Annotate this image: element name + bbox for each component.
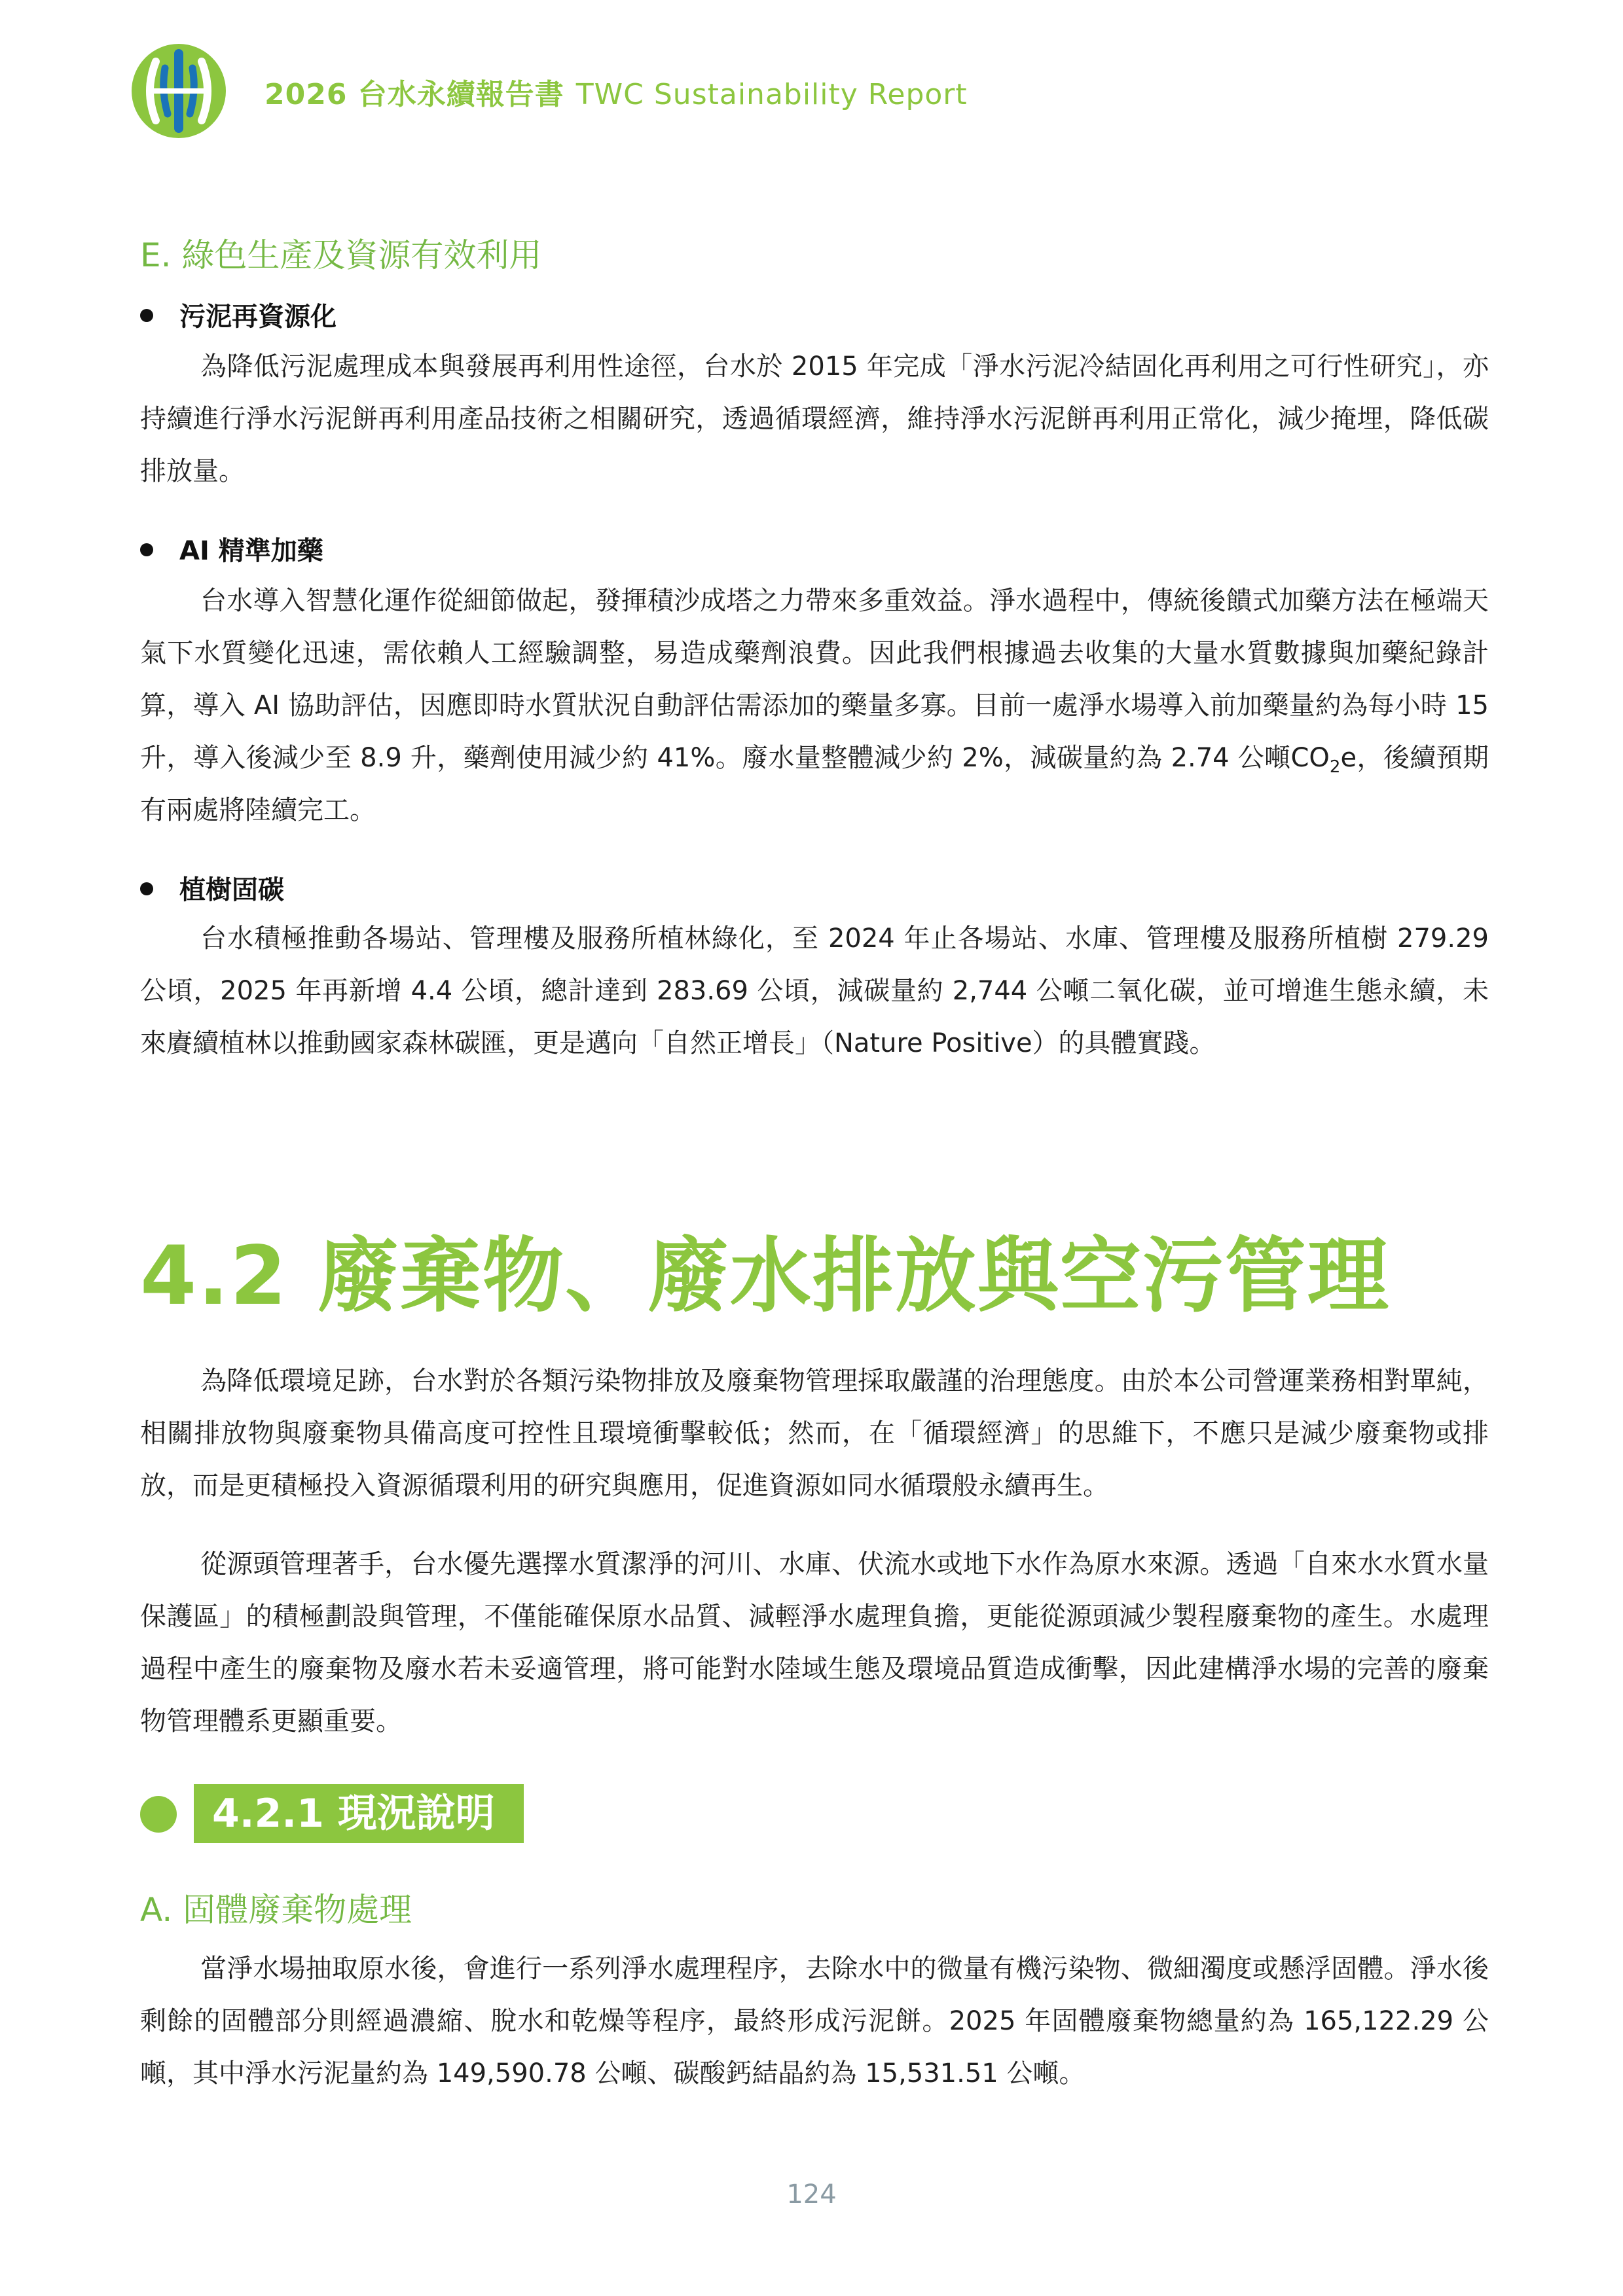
bullet-dot-icon: [140, 543, 153, 556]
co2e-subscript: 2: [1329, 757, 1341, 777]
bullet-ai-dosing-title: [140, 530, 323, 567]
chapter-paragraph-1: 為降低環境足跡，台水對於各類污染物排放及廢棄物管理採取嚴謹的治理態度。由於本公司營運業務相對單純，相關排放物與廢棄物具備高度可控性且環境衝擊較低；然而，在「循環經濟」的思維下，不應只是減少廢棄物或排放，而是更積極投入資源循環利用的研究與應用，促進資源如同水循環般永續再生。: [140, 1366, 1489, 1501]
bullet-title: 植樹固碳: [179, 875, 284, 905]
tree-planting-paragraph: 台水積極推動各場站、管理樓及服務所植林綠化，至 2024 年止各場站、水庫、管理樓及服務所植樹 279.29 公頃，2025 年再新增 4.4 公頃，總計達到 283.69 公頃，減碳量約 2,744 公噸二氧化碳，並可增進生態永續，未來賡續植林以推動國家森林碳匯，更是邁向「自然正增長」（Nature Positive）的具體實踐。: [140, 924, 1489, 1058]
report-title-en: TWC Sustainability Report: [575, 78, 968, 111]
bullet-dot-icon: [140, 309, 153, 322]
bullet-tree-planting-title: [140, 869, 284, 906]
chapter-paragraph-2: 從源頭管理著手，台水優先選擇水質潔淨的河川、水庫、伏流水或地下水作為原水來源。透過「自來水水質水量保護區」的積極劃設與管理，不僅能確保原水品質、減輕淨水處理負擔，更能從源頭減少製程廢棄物的產生。水處理過程中產生的廢棄物及廢水若未妥適管理，將可能對水陸域生態及環境品質造成衝擊，因此建構淨水場的完善的廢棄物管理體系更顯重要。: [140, 1549, 1489, 1736]
section-dot-icon: [140, 1796, 177, 1833]
solid-waste-paragraph: 當淨水場抽取原水後，會進行一系列淨水處理程序，去除水中的微量有機污染物、微細濁度或懸浮固體。淨水後剩餘的固體部分則經過濃縮、脫水和乾燥等程序，最終形成污泥餅。2025 年固體廢棄物總量約為 165,122.29 公噸，其中淨水污泥量約為 149,590.78 公噸、碳酸鈣結晶約為 15,531.51 公噸。: [140, 1954, 1489, 2089]
bullet-title: AI 精準加藥: [179, 536, 323, 566]
ai-dosing-text-tail: e，後續預期有兩處將陸續完工。: [140, 743, 1489, 825]
bullet-sludge-title: [140, 296, 337, 333]
ai-dosing-text: 台水導入智慧化運作從細節做起，發揮積沙成塔之力帶來多重效益。淨水過程中，傳統後饋式加藥方法在極端天氣下水質變化迅速，需依賴人工經驗調整，易造成藥劑浪費。因此我們根據過去收集的大量水質數據與加藥紀錄計算，導入 AI 協助評估，因應即時水質狀況自動評估需添加的藥量多寡。目前一處淨水場導入前加藥量約為每小時 15 升，導入後減少至 8.9 升，藥劑使用減少約 41%。廢水量整體減少約 2%，減碳量約為 2.74 公噸: [140, 586, 1489, 773]
report-title-zh: 2026 台水永續報告書: [264, 78, 564, 111]
bullet-dot-icon: [140, 882, 153, 895]
sludge-paragraph: 為降低污泥處理成本與發展再利用性途徑，台水於 2015 年完成「淨水污泥冷結固化再利用之可行性研究」，亦持續進行淨水污泥餅再利用產品技術之相關研究，透過循環經濟，維持淨水污泥餅再利用正常化，減少掩埋，降低碳排放量。: [140, 351, 1489, 486]
section-4-2-1-label: 4.2.1 現況說明: [194, 1784, 524, 1843]
solid-waste-heading: A. 固體廢棄物處理: [140, 1891, 412, 1929]
chapter-title: 4.2 廢棄物、廢水排放與空污管理: [140, 1229, 1390, 1323]
section-e-heading: E. 綠色生產及資源有效利用: [140, 236, 542, 274]
ai-dosing-paragraph: [140, 575, 1489, 836]
twc-logo-icon: [130, 42, 228, 140]
report-header-title: [264, 71, 968, 113]
co2e-co: CO: [1290, 743, 1330, 773]
page-number: 124: [786, 2179, 837, 2210]
bullet-title: 污泥再資源化: [179, 302, 337, 332]
